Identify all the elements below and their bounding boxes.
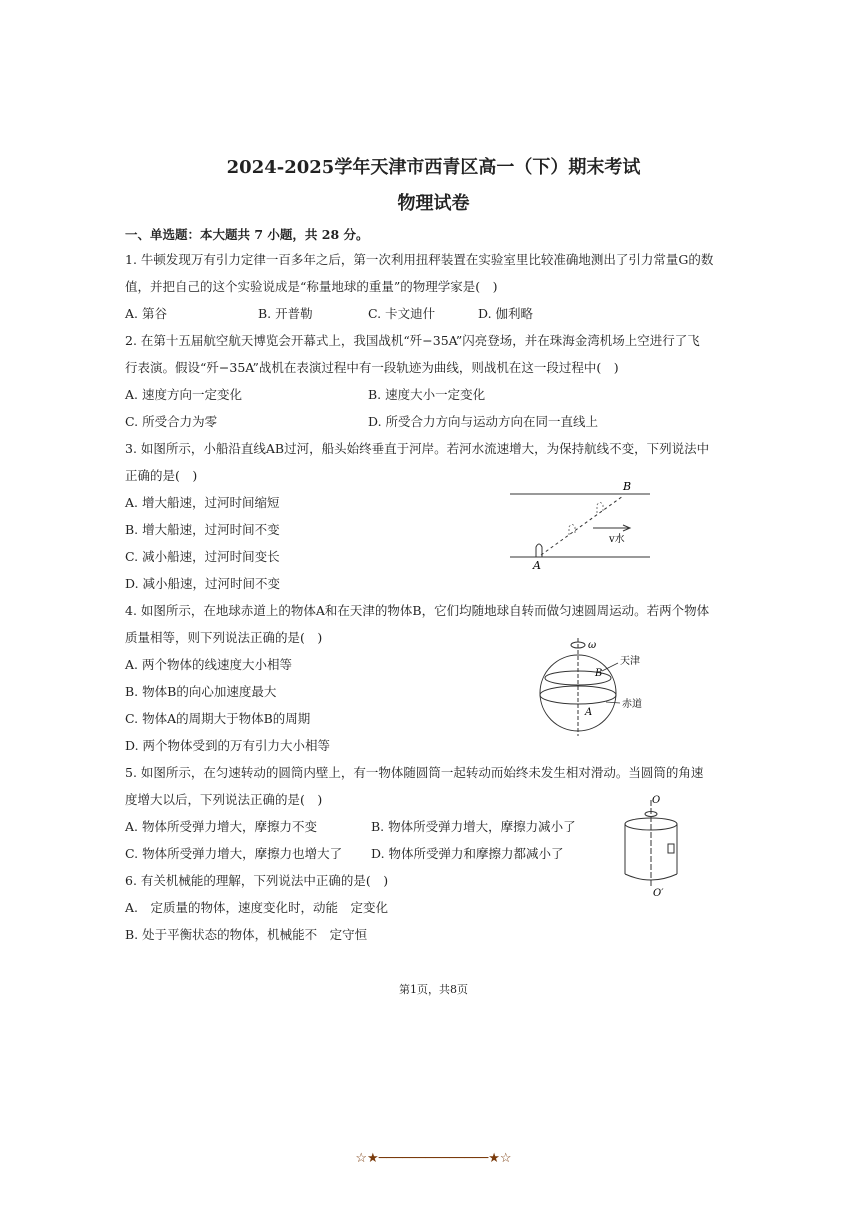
q1-option-b: B. 开普勒 xyxy=(258,306,313,321)
q5-stem-line1: 5. 如图所示，在匀速转动的圆筒内壁上，有一物体随圆筒一起转动而始终未发生相对滑动。当圆筒的角速 xyxy=(125,765,704,780)
equator-label: 赤道 xyxy=(622,699,642,710)
q5-option-d: D. 物体所受弹力和摩擦力都减小了 xyxy=(371,846,564,861)
axis-bottom-label: O′ xyxy=(653,888,664,899)
q4-stem-line1: 4. 如图所示，在地球赤道上的物体A和在天津的物体B，它们均随地球自转而做匀速圆周运动。若两个物体 xyxy=(125,603,710,618)
q4-option-d: D. 两个物体受到的万有引力大小相等 xyxy=(125,738,331,753)
q3-option-a: A. 增大船速，过河时间缩短 xyxy=(125,495,280,510)
q2-option-a: A. 速度方向一定变化 xyxy=(125,387,242,402)
river-crossing-figure xyxy=(505,478,655,573)
label-a-earth: A xyxy=(585,707,593,718)
q1-option-a: A. 第谷 xyxy=(125,306,167,321)
q1-option-c: C. 卡文迪什 xyxy=(368,306,436,321)
cylinder-figure xyxy=(618,792,688,900)
omega-label: ω xyxy=(588,640,597,651)
page-subtitle: 物理试卷 xyxy=(397,193,470,214)
q4-option-c: C. 物体A的周期大于物体B的周期 xyxy=(125,711,311,726)
q2-option-c: C. 所受合力为零 xyxy=(125,414,218,429)
label-b-earth: B xyxy=(595,668,603,679)
page-footer: 第1页，共8页 xyxy=(399,983,468,996)
boat-path xyxy=(541,496,623,555)
q6-option-b: B. 处于平衡状态的物体，机械能不 定守恒 xyxy=(125,927,368,942)
q2-stem-line1: 2. 在第十五届航空航天博览会开幕式上，我国战机“歼−35A”闪亮登场，并在珠海金湾机场上空进行了飞 xyxy=(125,333,700,348)
label-a: A xyxy=(533,559,541,572)
label-v: v水 xyxy=(609,534,625,545)
q2-stem-line2: 行表演。假设“歼−35A”战机在表演过程中有一段轨迹为曲线，则战机在这一段过程中( ) xyxy=(125,360,619,375)
q3-option-b: B. 增大船速，过河时间不变 xyxy=(125,522,280,537)
q5-option-c: C. 物体所受弹力增大，摩擦力也增大了 xyxy=(125,846,343,861)
tianjin-pointer xyxy=(602,663,618,671)
section-heading: 一、单选题：本大题共 7 小题，共 28 分。 xyxy=(125,227,369,242)
tianjin-label: 天津 xyxy=(620,656,640,667)
earth-figure xyxy=(530,636,660,738)
page-title: 2024-2025学年天津市西青区高一（下）期末考试 xyxy=(226,157,641,178)
q1-stem-line1: 1. 牛顿发现万有引力定律一百多年之后，第一次利用扭秤装置在实验室里比较准确地测出了引力常量G的数 xyxy=(125,252,714,267)
q3-option-c: C. 减小船速，过河时间变长 xyxy=(125,549,280,564)
q4-option-a: A. 两个物体的线速度大小相等 xyxy=(125,657,292,672)
equator-pointer xyxy=(606,702,620,703)
boat-ghost-icon-2 xyxy=(597,503,603,514)
q5-option-a: A. 物体所受弹力增大，摩擦力不变 xyxy=(125,819,317,834)
q4-stem-line2: 质量相等，则下列说法正确的是( ) xyxy=(125,630,323,645)
q1-stem-line2: 值，并把自己的这个实验说成是“称量地球的重量”的物理学家是( ) xyxy=(125,279,498,294)
q6-stem-line1: 6. 有关机械能的理解，下列说法中正确的是( ) xyxy=(125,873,389,888)
q6-option-a: A. 定质量的物体，速度变化时，动能 定变化 xyxy=(125,900,389,915)
boat-ghost-icon-1 xyxy=(569,525,575,536)
axis-top-label: O xyxy=(652,795,661,806)
block-icon xyxy=(668,844,674,853)
q3-stem-line2: 正确的是( ) xyxy=(125,468,198,483)
q5-stem-line2: 度增大以后，下列说法正确的是( ) xyxy=(125,792,323,807)
q3-option-d: D. 减小船速，过河时间不变 xyxy=(125,576,281,591)
label-b: B xyxy=(623,480,632,493)
q1-option-d: D. 伽利略 xyxy=(478,306,534,321)
q4-option-b: B. 物体B的向心加速度最大 xyxy=(125,684,277,699)
q2-option-b: B. 速度大小一定变化 xyxy=(368,387,486,402)
decorative-divider: ☆★──────────────★☆ xyxy=(355,1151,512,1166)
q5-option-b: B. 物体所受弹力增大，摩擦力减小了 xyxy=(371,819,576,834)
q3-stem-line1: 3. 如图所示，小船沿直线AB过河，船头始终垂直于河岸。若河水流速增大，为保持航线不变，下列说法中 xyxy=(125,441,710,456)
q2-option-d: D. 所受合力方向与运动方向在同一直线上 xyxy=(368,414,599,429)
